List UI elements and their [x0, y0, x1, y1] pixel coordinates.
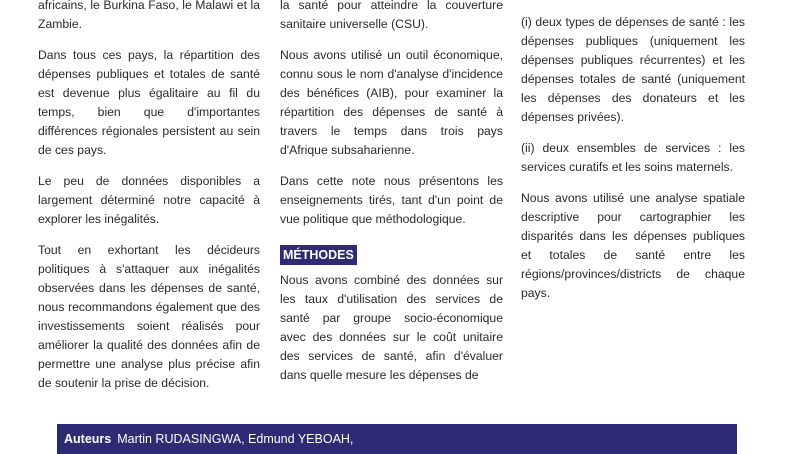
authors-label: Auteurs	[64, 432, 112, 446]
section-heading-methods	[280, 241, 503, 271]
paragraph-recommendations: Tout en exhortant les décideurs politiques à s'attaquer aux inégalités observées dans les dépenses de santé, nous recommandons également que des investissements soient réalisés pour améliorer la qualité des données afin de permettre une analyse plus précise afin de soutenir la prise de décision.	[38, 243, 260, 390]
paragraph-spatial-analysis: Nous avons utilisé une analyse spatiale descriptive pour cartographier les disparités dans les dépenses publiques et totales de santé entre les régions/provinces/districts de chaque pays.	[521, 191, 745, 300]
paragraph-countries: africains, le Burkina Faso, le Malawi et la Zambie.	[38, 0, 260, 31]
column-middle	[280, 0, 503, 397]
paragraph-expenditure-types: (i) deux types de dépenses de santé : les dépenses publiques (uniquement les dépenses publiques récurrentes) et les dépenses totales de santé (uniquement les dépenses des donateurs et les dépenses privées).	[521, 15, 745, 124]
authors-names: Martin RUDASINGWA, Edmund YEBOAH,	[117, 432, 354, 446]
paragraph-distribution: Dans tous ces pays, la répartition des dépenses publiques et totales de santé est devenue plus égalitaire au fil du temps, bien que d'importantes différences régionales persistent au sein de ces pays.	[38, 48, 260, 157]
column-left	[38, 0, 260, 405]
paragraph-aib: Nous avons utilisé un outil économique, connu sous le nom d'analyse d'incidence des bénéfices (AIB), pour examiner la répartition des dépenses de santé à travers le temps dans trois pays d'Afrique subsaharienne.	[280, 48, 503, 157]
paragraph-lessons: Dans cette note nous présentons les enseignements tirés, tant d'un point de vue politique que méthodologique.	[280, 174, 503, 226]
methods-heading: MÉTHODES	[280, 245, 357, 265]
paragraph-csu: la santé pour atteindre la couverture sanitaire universelle (CSU).	[280, 0, 503, 31]
paragraph-service-sets: (ii) deux ensembles de services : les services curatifs et les soins maternels.	[521, 141, 745, 174]
column-right	[521, 13, 745, 315]
paragraph-data-scarcity: Le peu de données disponibles a largement déterminé notre capacité à explorer les inégalités.	[38, 174, 260, 226]
paragraph-methods: Nous avons combiné des données sur les taux d'utilisation des services de santé par groupe socio-économique avec des données sur le coût unitaire des services de santé, afin d'évaluer dans quelle mesure les dépenses de	[280, 273, 503, 382]
